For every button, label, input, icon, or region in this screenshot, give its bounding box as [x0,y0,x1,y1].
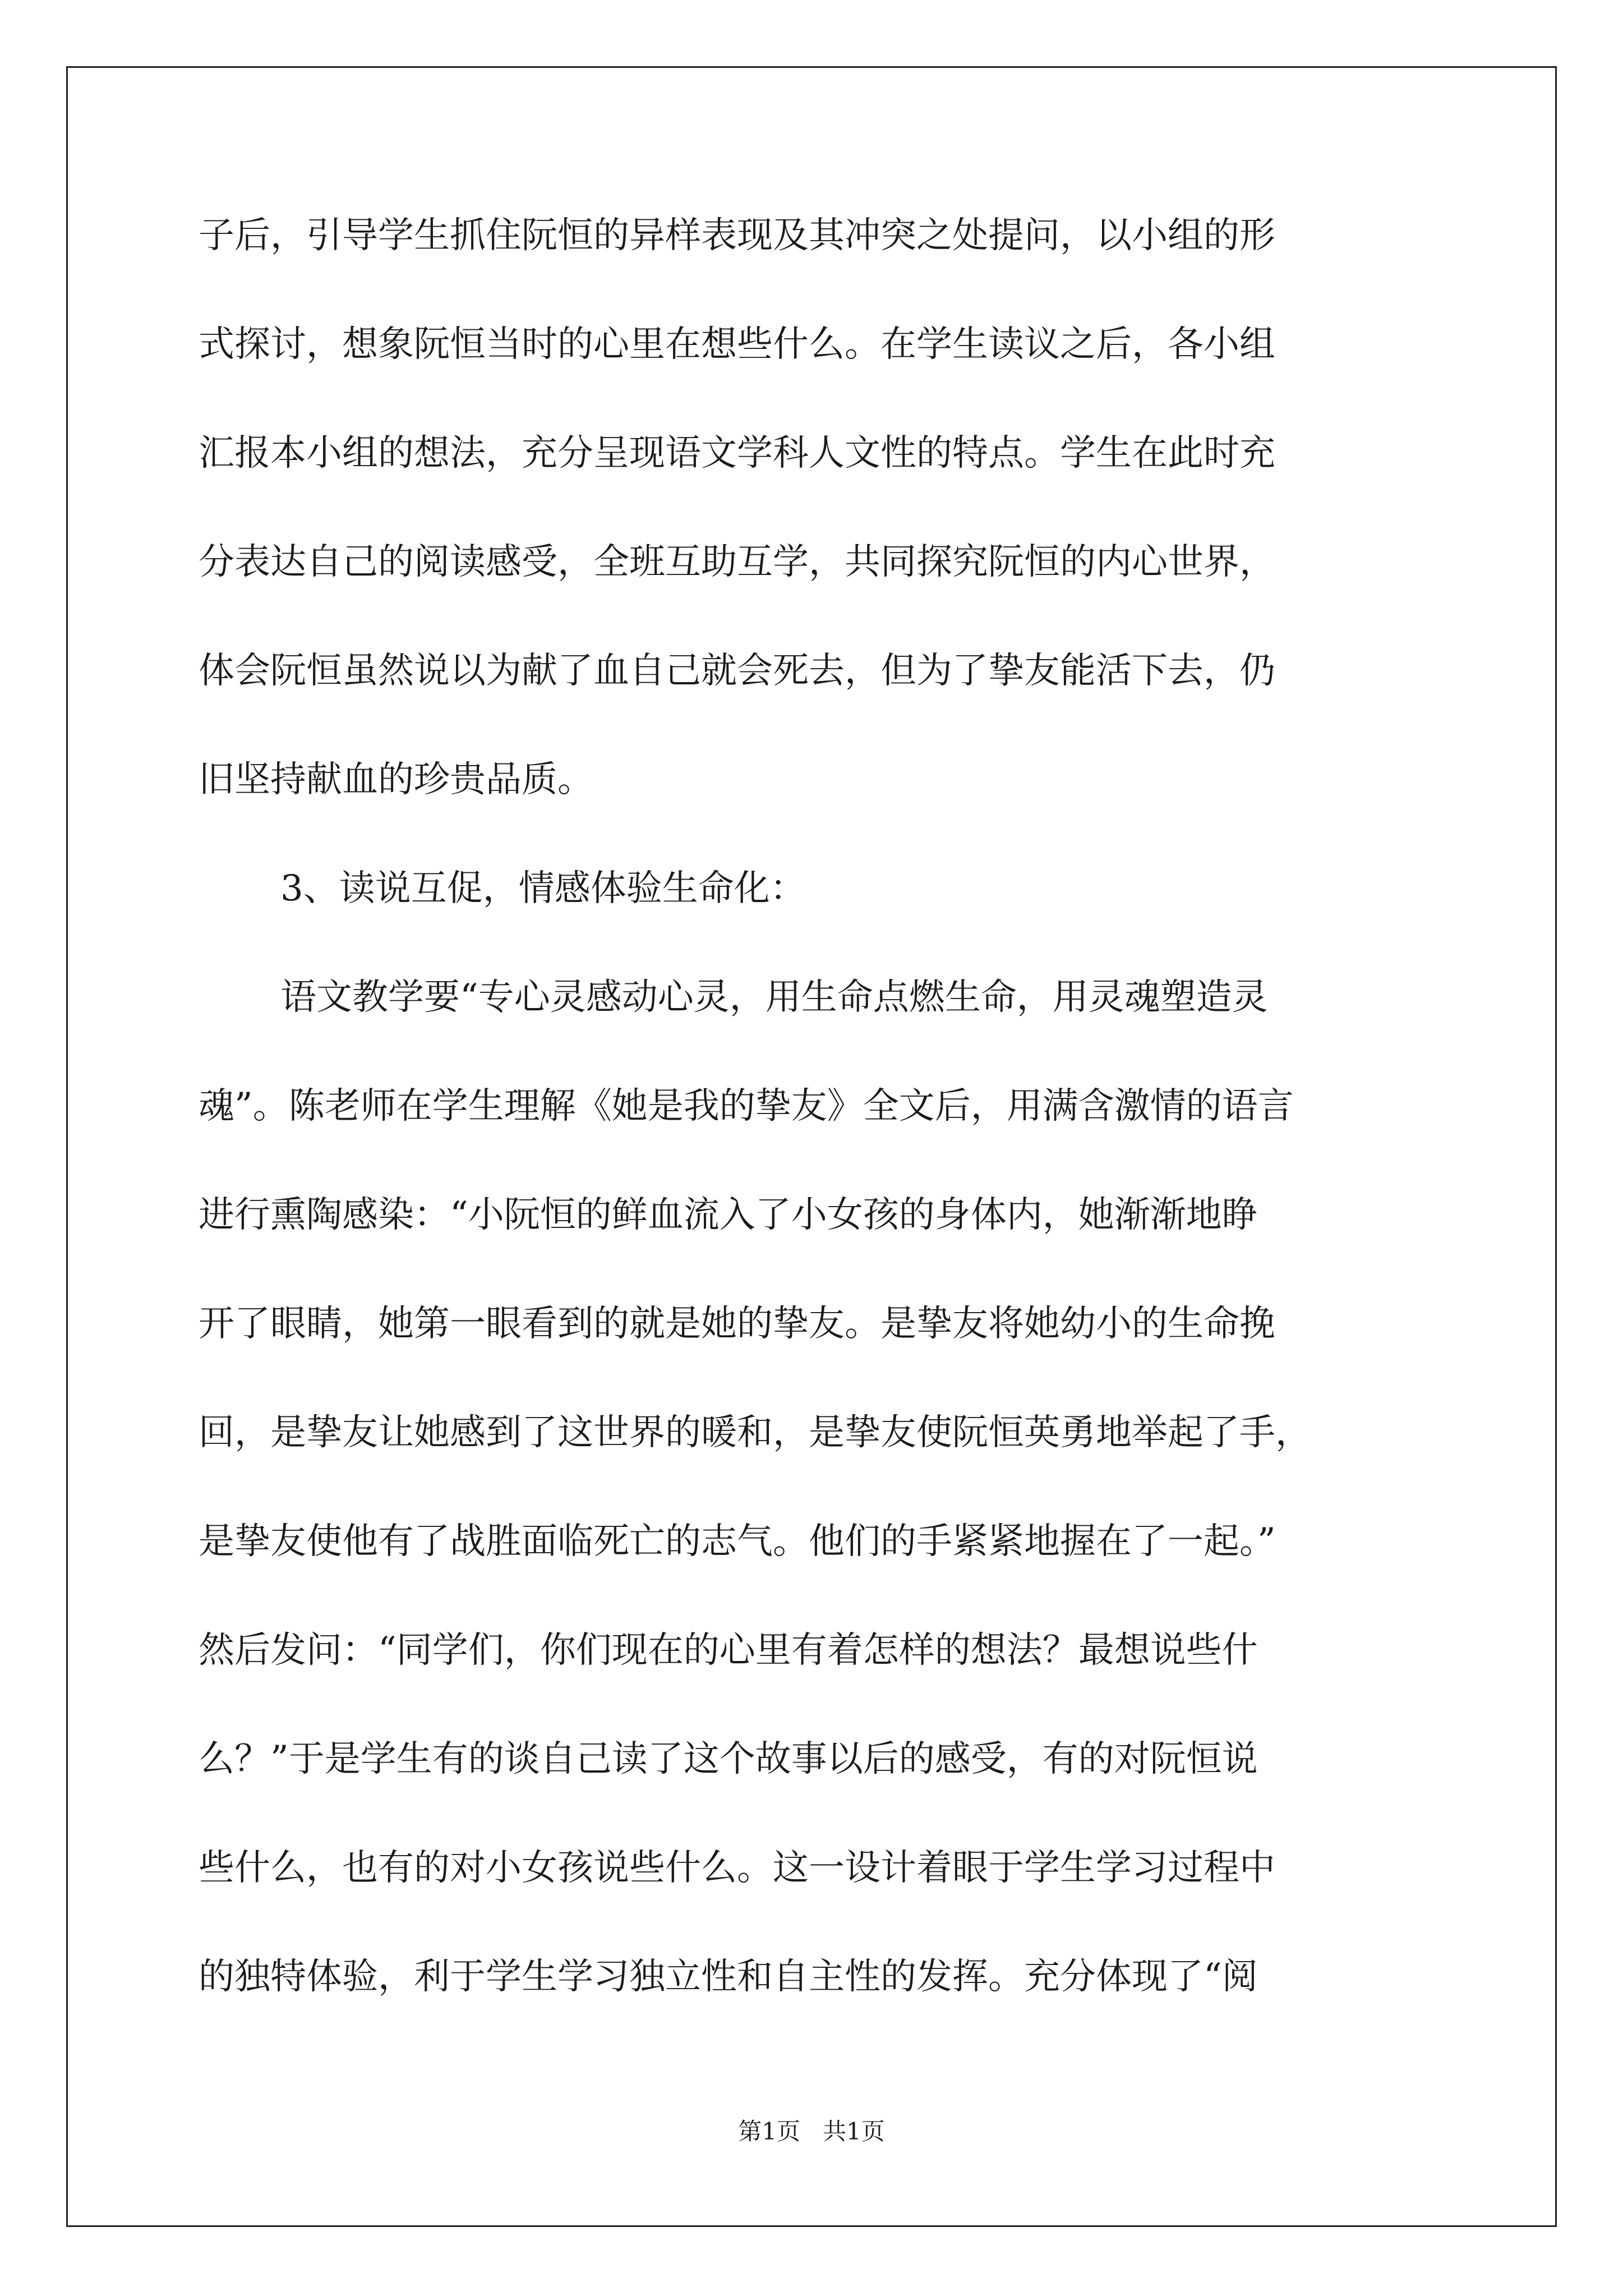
text-line: 进行熏陶感染：“小阮恒的鲜血流入了小女孩的身体内，她渐渐地睁 [199,1194,1258,1236]
text-line: 式探讨，想象阮恒当时的心里在想些什么。在学生读议之后，各小组 [199,324,1275,365]
text-line: 分表达自己的阅读感受，全班互助互学，共同探究阮恒的内心世界， [199,541,1275,583]
text-line: 魂”。陈老师在学生理解《她是我的挚友》全文后，用满含激情的语言 [199,1085,1294,1127]
page-number-footer: 第1页 共1页 [738,2118,885,2145]
text-line: 的独特体验，利于学生学习独立性和自主性的发挥。充分体现了“阅 [199,1956,1258,1998]
text-line: 是挚友使他有了战胜面临死亡的志气。他们的手紧紧地握在了一起。” [199,1521,1276,1562]
section-heading: 3、读说互促，情感体验生命化： [280,868,806,909]
text-line: 语文教学要“专心灵感动心灵，用生命点燃生命，用灵魂塑造灵 [280,977,1268,1018]
text-line: 子后，引导学生抓住阮恒的异样表现及其冲突之处提问，以小组的形 [199,215,1275,256]
text-line: 么？”于是学生有的谈自己读了这个故事以后的感受，有的对阮恒说 [199,1738,1258,1780]
page-border [66,66,1557,2227]
text-line: 些什么，也有的对小女孩说些什么。这一设计着眼于学生学习过程中 [199,1847,1275,1889]
text-line: 然后发问：“同学们，你们现在的心里有着怎样的想法？最想说些什 [199,1630,1258,1671]
text-line: 旧坚持献血的珍贵品质。 [199,759,593,800]
text-line: 体会阮恒虽然说以为献了血自己就会死去，但为了挚友能活下去，仍 [199,650,1275,692]
text-line: 开了眼睛，她第一眼看到的就是她的挚友。是挚友将她幼小的生命挽 [199,1303,1275,1345]
text-line: 回，是挚友让她感到了这世界的暖和，是挚友使阮恒英勇地举起了手， [199,1412,1311,1453]
text-line: 汇报本小组的想法，充分呈现语文学科人文性的特点。学生在此时充 [199,432,1275,474]
